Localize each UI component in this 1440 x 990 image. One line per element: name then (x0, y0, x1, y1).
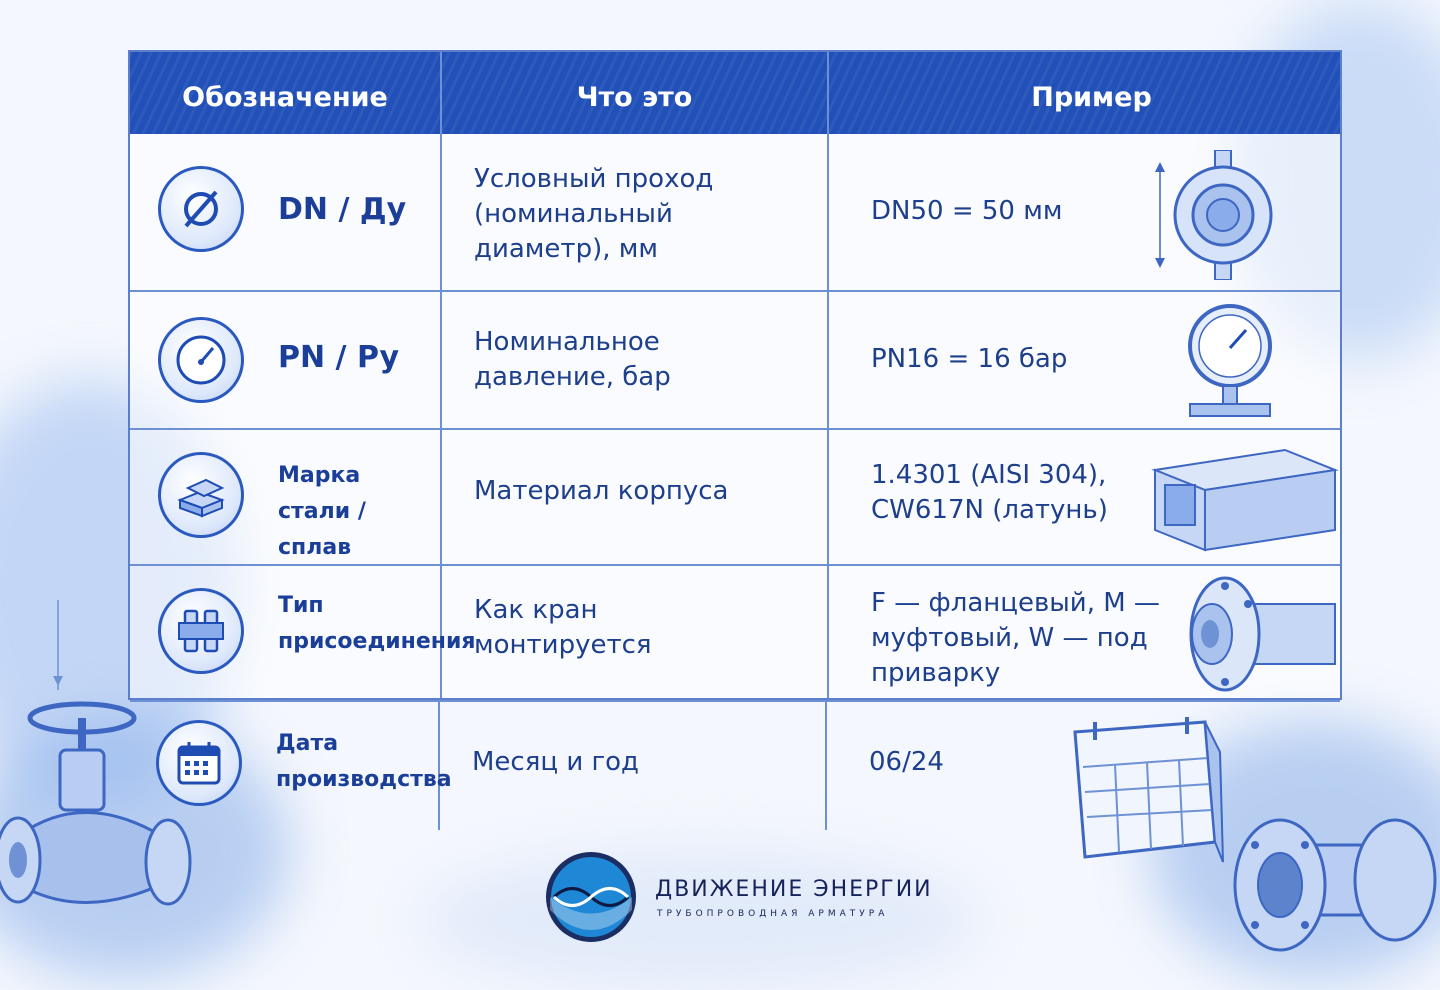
code-steel-grade: Марка стали / сплав (278, 463, 366, 560)
description-production-date: Месяц и год (472, 747, 640, 777)
table-row (130, 292, 1340, 428)
description-steel-grade: Материал корпуса (474, 476, 729, 506)
description-connection-type: Как кран монтируется (474, 595, 652, 660)
watercolor-wash-bottom (420, 850, 980, 990)
example-dn: DN50 = 50 мм (871, 196, 1063, 226)
table-row (130, 134, 1340, 290)
brand-logo-icon (544, 850, 638, 944)
calendar-sketch-icon (1055, 712, 1225, 872)
code-pn: PN / Py (278, 340, 400, 375)
header-example: Пример (1031, 82, 1152, 113)
example-pn: PN16 = 16 бар (871, 344, 1068, 374)
table-row (130, 566, 1340, 700)
brand-name: ДВИЖЕНИЕ ЭНЕРГИИ (655, 877, 933, 902)
brand-tagline: ТРУБОПРОВОДНАЯ АРМАТУРА (657, 909, 889, 919)
steel-ingots-icon (158, 452, 244, 538)
code-dn: DN / Ду (278, 192, 407, 227)
flange-connection-icon (158, 588, 244, 674)
description-dn: Условный проход (номинальный диаметр), мм (474, 164, 714, 264)
example-production-date: 06/24 (869, 747, 944, 777)
pressure-gauge-icon (158, 317, 244, 403)
pressure-gauge-sketch-icon (1180, 304, 1280, 422)
markings-table (128, 50, 1342, 700)
flange-fitting-sketch-icon (1170, 574, 1340, 694)
diameter-icon (158, 166, 244, 252)
example-connection-type: F — фланцевый, M — муфтовый, W — под приварку (871, 588, 1160, 688)
code-production-date: Дата производства (276, 731, 452, 792)
table-header (130, 52, 1340, 134)
calendar-icon (156, 720, 242, 806)
header-designation: Обозначение (182, 82, 388, 113)
code-connection-type: Тип присоединения (278, 593, 476, 654)
pipe-cross-section-sketch-icon (1150, 150, 1280, 280)
steel-profile-sketch-icon (1135, 440, 1340, 555)
header-what-is-it: Что это (576, 82, 693, 113)
flange-pipe-sketch-icon (1225, 810, 1440, 960)
description-pn: Номинальное давление, бар (474, 327, 671, 392)
example-steel-grade: 1.4301 (AISI 304), CW617N (латунь) (871, 460, 1108, 525)
table-row (130, 430, 1340, 564)
column-divider (825, 700, 827, 830)
